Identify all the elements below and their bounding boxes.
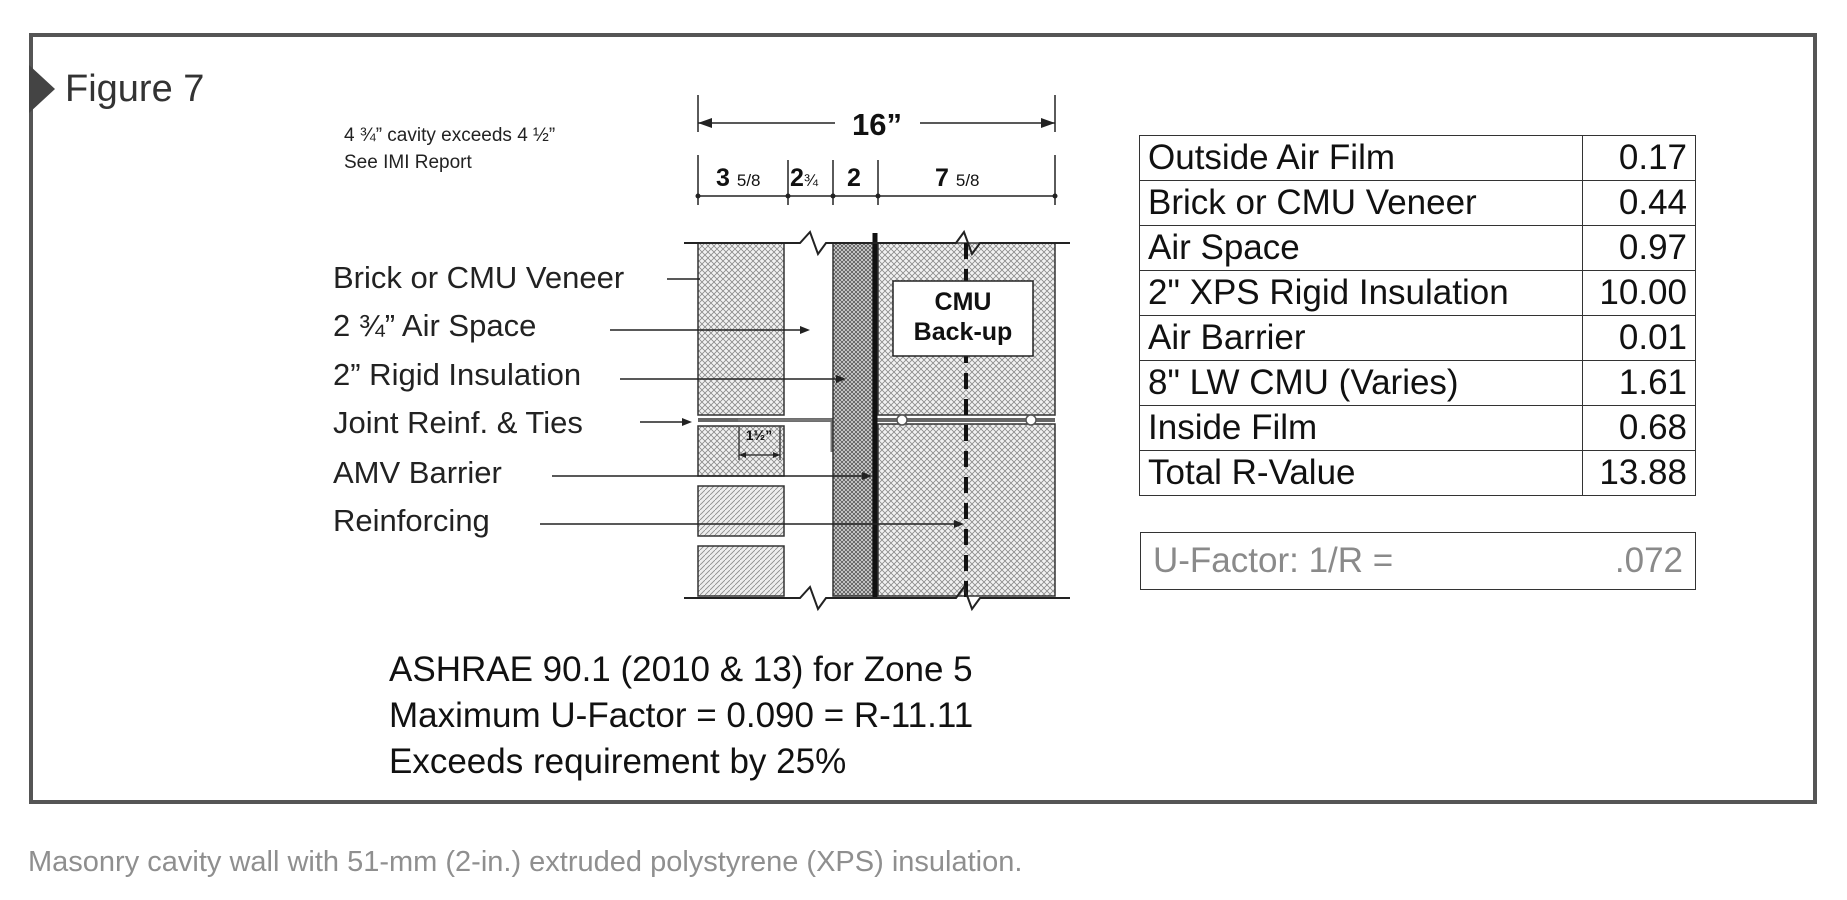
callout-reinforcing: Reinforcing (333, 503, 490, 538)
component-cell: Air Space (1140, 226, 1583, 271)
dim-veneer: 3 5/8 (716, 164, 761, 192)
table-row (1140, 226, 1696, 271)
r-value-cell: 1.61 (1583, 361, 1696, 406)
summary-line-3: Exceeds requirement by 25% (389, 742, 847, 781)
dim-air-space: 2¾ (790, 164, 819, 192)
table-row (1140, 136, 1696, 181)
component-cell: Brick or CMU Veneer (1140, 181, 1583, 226)
table-row (1140, 181, 1696, 226)
callout-veneer: Brick or CMU Veneer (333, 260, 625, 295)
segment-dimensions (696, 155, 1058, 205)
callout-joint-reinforcement: Joint Reinf. & Ties (333, 405, 583, 440)
table-row (1140, 271, 1696, 316)
figure-label: Figure 7 (65, 67, 205, 110)
dim-insulation: 2 (847, 164, 861, 192)
component-cell: Inside Film (1140, 406, 1583, 451)
component-cell: 8" LW CMU (Varies) (1140, 361, 1583, 406)
u-factor-value: .072 (1614, 541, 1683, 580)
u-factor-label: U-Factor: 1/R = (1153, 541, 1394, 580)
cmu-label-line2: Back-up (913, 318, 1013, 346)
overall-dimension (698, 95, 1055, 142)
r-value-cell: 0.01 (1583, 316, 1696, 361)
table-row (1140, 451, 1696, 496)
r-value-cell: 0.68 (1583, 406, 1696, 451)
table-row (1140, 361, 1696, 406)
table-row (1140, 316, 1696, 361)
table-row (1140, 406, 1696, 451)
veneer-course-3 (698, 546, 784, 596)
r-value-cell: 0.44 (1583, 181, 1696, 226)
callout-rigid-insulation: 2” Rigid Insulation (333, 357, 582, 392)
cavity-note-line1: 4 ¾” cavity exceeds 4 ½” (344, 125, 556, 146)
r-value-cell: 13.88 (1583, 451, 1696, 496)
figure-caption: Masonry cavity wall with 51-mm (2-in.) extruded polystyrene (XPS) insulation. (28, 846, 1023, 878)
r-value-table (1139, 135, 1696, 496)
component-cell: Total R-Value (1140, 451, 1583, 496)
component-cell: Air Barrier (1140, 316, 1583, 361)
component-cell: Outside Air Film (1140, 136, 1583, 181)
r-value-cell: 0.97 (1583, 226, 1696, 271)
summary-line-2: Maximum U-Factor = 0.090 = R-11.11 (389, 696, 974, 735)
cavity-note-line2: See IMI Report (344, 152, 472, 173)
summary-line-1: ASHRAE 90.1 (2010 & 13) for Zone 5 (389, 650, 973, 689)
dim-cmu: 7 5/8 (935, 164, 980, 192)
cmu-label-line1: CMU (934, 288, 992, 316)
callout-air-space: 2 ¾” Air Space (333, 308, 537, 343)
r-value-cell: 0.17 (1583, 136, 1696, 181)
u-factor-box (1140, 532, 1696, 590)
r-value-cell: 10.00 (1583, 271, 1696, 316)
callout-amv-barrier: AMV Barrier (333, 455, 502, 490)
overall-dimension-label: 16” (852, 107, 902, 142)
veneer-course-2 (698, 486, 784, 536)
component-cell: 2" XPS Rigid Insulation (1140, 271, 1583, 316)
veneer-upper-block (698, 243, 784, 415)
rigid-insulation (833, 243, 873, 596)
tie-spacing-label: 1½” (745, 427, 773, 443)
